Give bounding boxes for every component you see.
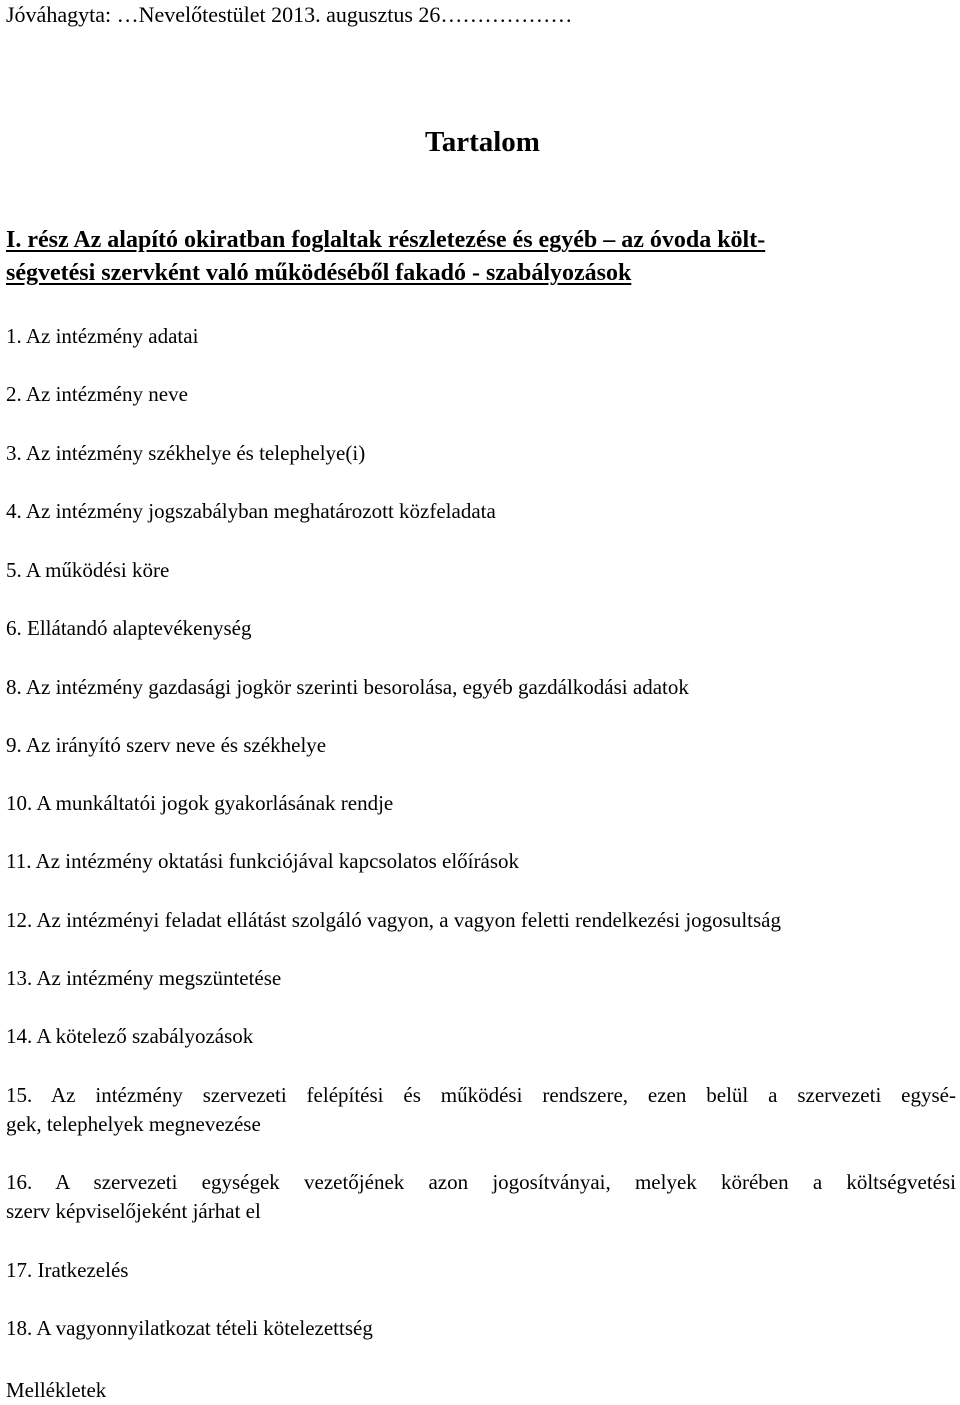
toc-item-14: 14. A kötelező szabályozások (6, 1024, 254, 1048)
toc-item-5: 5. A működési köre (6, 558, 170, 582)
toc-item-17: 17. Iratkezelés (6, 1258, 129, 1282)
toc-item-16 (6, 1168, 956, 1226)
toc-item-15-line-1: 15. Az intézmény szervezeti felépítési és működési rendszere, ezen belül a szervezeti egysé- (6, 1083, 956, 1107)
document-title-text: Tartalom (425, 126, 540, 158)
toc-item-9: 9. Az irányító szerv neve és székhelye (6, 733, 327, 757)
toc-item-16-line-2: szerv képviselőjeként járhat el (6, 1199, 261, 1223)
toc-item-15-line-2: gek, telephelyek megnevezése (6, 1112, 261, 1136)
part-heading-line-1: I. rész Az alapító okiratban foglaltak részletezése és egyéb – az óvoda költ- (6, 227, 766, 253)
toc-item-1: 1. Az intézmény adatai (6, 324, 199, 348)
toc-item-18: 18. A vagyonnyilatkozat tételi kötelezettség (6, 1316, 373, 1340)
toc-item-2: 2. Az intézmény neve (6, 382, 188, 406)
toc-item-6: 6. Ellátandó alaptevékenység (6, 616, 252, 640)
toc-item-13: 13. Az intézmény megszüntetése (6, 966, 282, 990)
toc-item-4: 4. Az intézmény jogszabályban meghatározott közfeladata (6, 499, 496, 523)
toc-item-3: 3. Az intézmény székhelye és telephelye(i) (6, 441, 366, 465)
toc-item-15 (6, 1081, 956, 1139)
part-heading-line-2: ségvetési szervként való működéséből fakadó - szabályozások (6, 260, 632, 286)
toc-item-11: 11. Az intézmény oktatási funkciójával kapcsolatos előírások (6, 849, 519, 873)
toc-item-12: 12. Az intézményi feladat ellátást szolgáló vagyon, a vagyon feletti rendelkezési jogosultság (6, 908, 782, 932)
toc-item-10: 10. A munkáltatói jogok gyakorlásának rendje (6, 791, 394, 815)
toc-item-8: 8. Az intézmény gazdasági jogkör szerinti besorolása, egyéb gazdálkodási adatok (6, 675, 689, 699)
toc-item-attachments: Mellékletek (6, 1378, 107, 1402)
toc-item-16-line-1: 16. A szervezeti egységek vezetőjének azon jogosítványai, melyek körében a költségvetési (6, 1170, 956, 1194)
approval-line: Jóváhagyta: …Nevelőtestület 2013. augusztus 26……………… (6, 2, 573, 27)
